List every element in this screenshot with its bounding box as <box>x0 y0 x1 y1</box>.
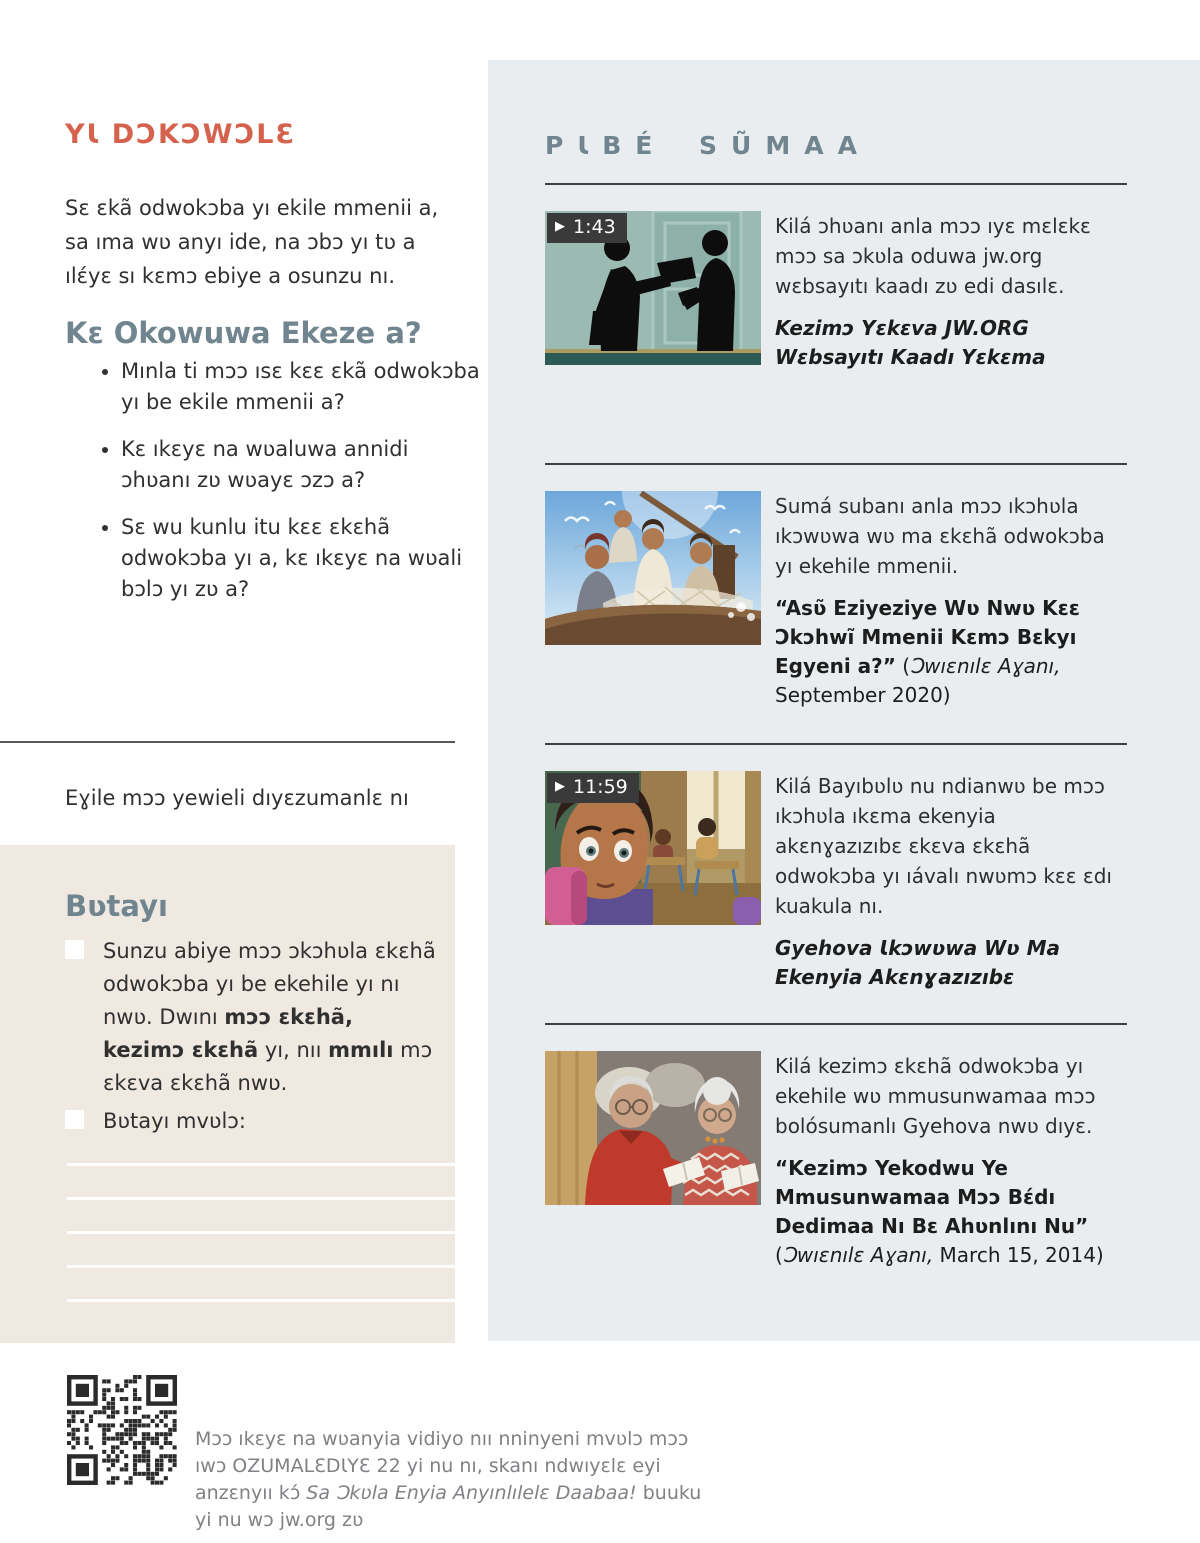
write-line[interactable] <box>67 1163 455 1166</box>
checkbox[interactable] <box>65 940 84 959</box>
checkbox[interactable] <box>65 1110 84 1129</box>
elderly-couple-illustration <box>545 1051 761 1205</box>
entry-title: Gyehova Ɩkɔwʋwa Wʋ Ma Ekenyia Akɛnɣazızıbɛ <box>775 936 1060 989</box>
review-question: • Kɛ ıkɛyɛ na wʋaluwa annidi ɔhʋanı zʋ wʋayɛ ɔzɔ a? <box>121 434 483 496</box>
entry-description: Sumá subanı anla mɔɔ ıkɔhʋla ıkɔwʋwa wʋ ma ɛkɛhã odwokɔba yı ekehile mmenii. <box>775 494 1105 578</box>
article-thumbnail-couple <box>545 1051 761 1205</box>
video-thumbnail-classroom <box>545 771 761 925</box>
media-entry <box>545 743 1127 992</box>
play-icon: ▶ <box>555 779 565 794</box>
review-question: • Sɛ wu kunlu itu kɛɛ ɛkɛhã odwokɔba yı a, kɛ ıkɛyɛ na wʋali bɔlɔ yı zʋ a? <box>121 512 483 605</box>
section-divider <box>0 741 455 743</box>
write-line[interactable] <box>67 1265 455 1268</box>
article-thumbnail-fishermen <box>545 491 761 645</box>
entry-title: “Kezimɔ Yekodwu Ye Mmusunwamaa Mɔɔ Bɛ́dı Dedimaa Nı Bɛ Ahʋnlını Nu” (Ɔwıɛnılɛ Aɣanı, March 15, 2014) <box>775 1156 1104 1267</box>
assignment-item-text: Sunzu abiye mɔɔ ɔkɔhʋla ɛkɛhã odwokɔba yı be ekehile yı nı nwʋ. Dwını mɔɔ ɛkɛhã, kezimɔ ɛkɛhã yı, nıı mmılı mɔ ɛkɛva ɛkɛhã nwʋ. <box>103 939 436 1095</box>
play-icon: ▶ <box>555 219 565 234</box>
entry-description: Kilá Bayıbʋlʋ nu ndianwʋ be mɔɔ ıkɔhʋla ıkɛma ekenyia akɛnɣazızıbɛ ɛkɛva ɛkɛhã odwokɔba yı ıávalı nwʋmɔ kɛɛ ɛdı kuakula nı. <box>775 774 1112 918</box>
assignment-item <box>65 935 440 1100</box>
entry-title: Kezimɔ Yɛkɛva JW.ORG Wɛbsayıtı Kaadı Yɛkɛma <box>775 316 1046 369</box>
qr-caption: Mɔɔ ıkɛyɛ na wʋanyia vidiyo nıı nninyeni mvʋlɔ mɔɔ ıwɔ OZUMALƐDƖYƐ 22 yi nu nı, skanı ndwıyɛlɛ eyi anzɛnyıı kɔ́ Sa Ɔkʋla Enyia Anyınlılelɛ Daabaa! buuku yi nu wɔ jw.org zʋ <box>195 1428 702 1531</box>
media-entry <box>545 183 1127 372</box>
duration-label: 11:59 <box>573 776 628 798</box>
review-questions-list <box>95 356 483 621</box>
write-line[interactable] <box>67 1231 455 1234</box>
entry-description: Kilá ɔhʋanı anla mɔɔ ıyɛ mɛlɛkɛ mɔɔ sa ɔkʋla oduwa jw.org wɛbsayıtı kaadı zʋ edi dasılɛ. <box>775 214 1091 298</box>
duration-badge <box>547 213 627 243</box>
fishermen-illustration <box>545 491 761 645</box>
write-lines <box>67 1163 455 1333</box>
entry-title: “Asʋ̃ Eziyeziye Wʋ Nwʋ Kɛɛ Ɔkɔhwĩ Mmenii Kɛmɔ Bɛkyı Egyeni a?” (Ɔwıɛnılɛ Aɣanı, September 2020) <box>775 596 1080 707</box>
page-title: YƖ DƆKƆWƆLƐ <box>65 119 297 151</box>
review-question: • Mınla ti mɔɔ ısɛ kɛɛ ɛkã odwokɔba yı be ekile mmenii a? <box>121 356 483 418</box>
completion-note: Eɣile mɔɔ yewieli dıyɛzumanlɛ nı <box>65 786 409 810</box>
review-questions-title: Kɛ Okowuwa Ekeze a? <box>65 316 422 351</box>
media-entry <box>545 1023 1127 1270</box>
duration-badge <box>547 773 639 803</box>
duration-label: 1:43 <box>573 216 616 238</box>
write-line[interactable] <box>67 1197 455 1200</box>
media-panel-title: PƖBÉ SŨMAA <box>545 130 871 160</box>
media-entry <box>545 463 1127 710</box>
write-line[interactable] <box>67 1299 455 1302</box>
assignment-title: Bʋtayı <box>65 889 168 924</box>
video-thumbnail-door-ministry <box>545 211 761 365</box>
media-panel <box>488 60 1200 1341</box>
assignment-item <box>65 1105 440 1138</box>
assignment-item-text: Bʋtayı mvʋlɔ: <box>103 1109 246 1133</box>
intro-paragraph: Sɛ ɛkã odwokɔba yı ekile mmenii a, sa ıma wʋ anyı ide, na ɔbɔ yı tʋ a ılɛ́yɛ sı kɛmɔ ebiye a osunzu nı. <box>65 196 439 288</box>
assignment-box <box>0 845 455 1343</box>
entry-description: Kilá kezimɔ ɛkɛhã odwokɔba yı ekehile wʋ mmusunwamaa mɔɔ bolósumanlı Gyehova nwʋ dıyɛ. <box>775 1054 1096 1138</box>
qr-code <box>67 1375 177 1485</box>
